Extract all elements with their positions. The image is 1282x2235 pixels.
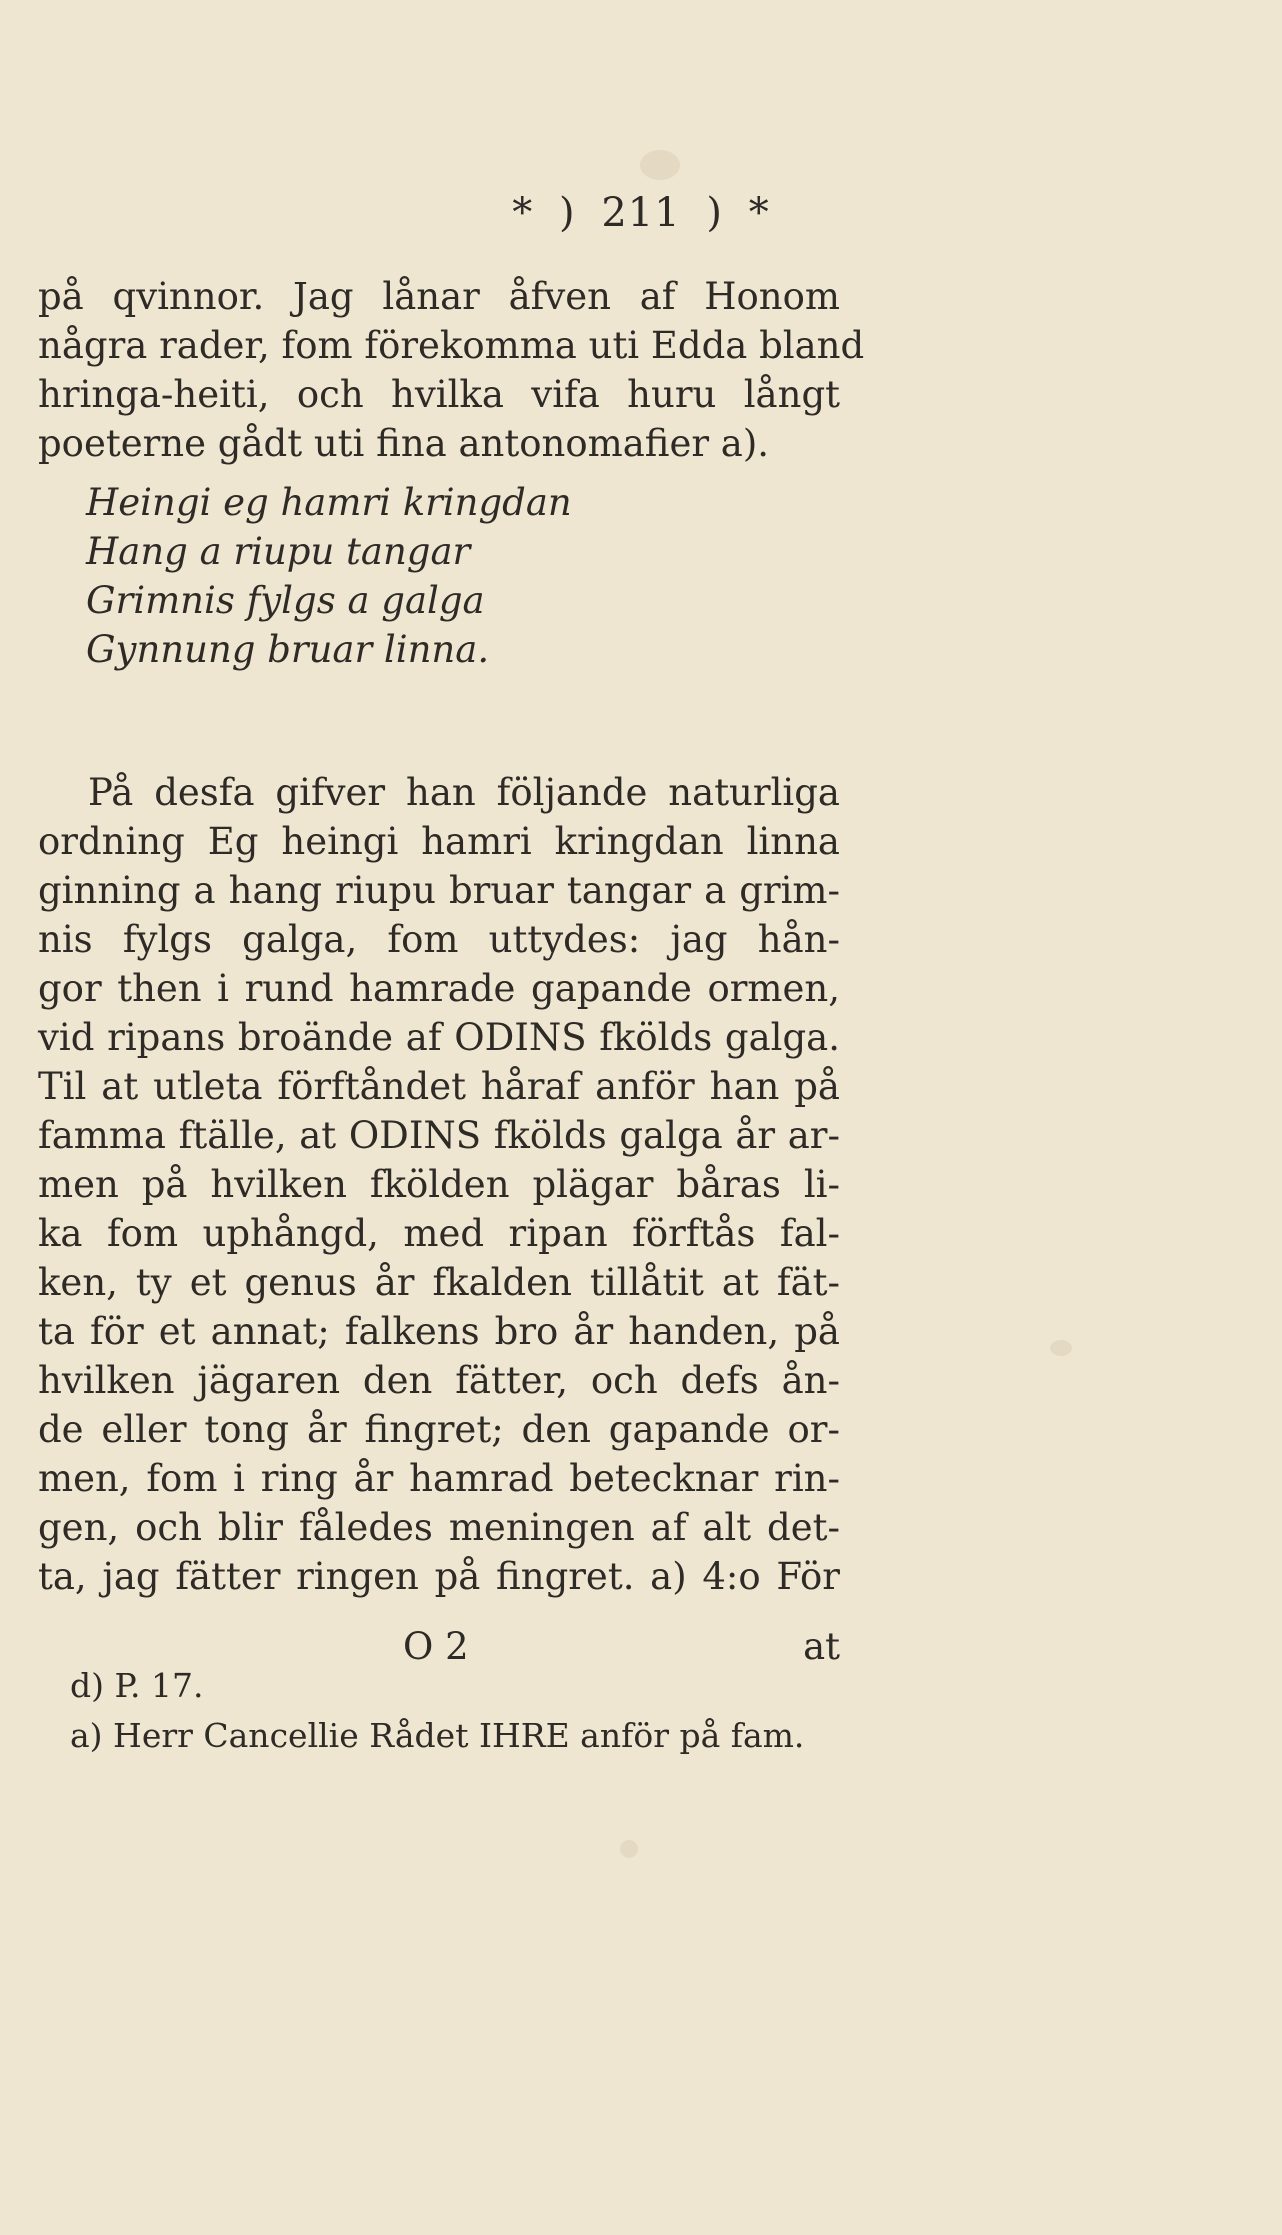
paper-stain: [640, 150, 680, 180]
body-line: famma ftälle, at ODINS fkölds galga år ar-: [38, 1114, 840, 1157]
paper-stain: [1050, 1340, 1072, 1356]
header-ornament-left: *: [512, 190, 534, 236]
body-paragraph: [38, 768, 840, 1601]
body-line: men på hvilken fkölden plägar båras li-: [38, 1163, 840, 1206]
intro-line: hringa-heiti, och hvilka vifa huru långt: [38, 373, 840, 416]
poem-line: Gynnung bruar linna.: [86, 628, 490, 671]
intro-paragraph: [38, 272, 865, 468]
body-line: gor then i rund hamrade gapande ormen,: [38, 967, 840, 1010]
body-line: hvilken jägaren den fätter, och defs ån-: [38, 1359, 840, 1402]
body-line: ka fom uphångd, med ripan förftås fal-: [38, 1212, 840, 1255]
body-line: Til at utleta förftåndet håraf anför han på: [38, 1065, 840, 1108]
header-ornament-right: *: [748, 190, 770, 236]
body-line: nis fylgs galga, fom uttydes: jag hån-: [38, 918, 840, 961]
poem-line: Heingi eg hamri kringdan: [86, 481, 572, 524]
body-line: ta för et annat; falkens bro år handen, på: [38, 1310, 840, 1353]
body-line: På desfa gifver han följande naturliga: [88, 771, 840, 814]
body-line: vid ripans broände af ODINS fkölds galga.: [38, 1016, 840, 1059]
signature-mark: O 2: [403, 1625, 469, 1668]
header-paren-right: ): [706, 190, 723, 236]
intro-line: poeterne gådt uti fina antonomafier a).: [38, 422, 770, 465]
intro-line: några rader, fom förekomma uti Edda bland: [38, 324, 865, 367]
body-line: ta, jag fätter ringen på fingret. a) 4:o För: [38, 1555, 840, 1598]
poem-line: Hang a riupu tangar: [86, 530, 471, 573]
footnote-d: d) P. 17.: [70, 1666, 204, 1705]
running-header: [0, 190, 1282, 236]
intro-line: på qvinnor. Jag lånar åfven af Honom: [38, 275, 840, 318]
header-paren-left: ): [558, 190, 576, 236]
body-line: gen, och blir fåledes meningen af alt det-: [38, 1506, 840, 1549]
page-number: 211: [601, 190, 681, 236]
body-line: de eller tong år fingret; den gapande or-: [38, 1408, 840, 1451]
body-line: ken, ty et genus år fkalden tillåtit at fät-: [38, 1261, 840, 1304]
body-line: ginning a hang riupu bruar tangar a grim-: [38, 869, 840, 912]
poem-line: Grimnis fylgs a galga: [86, 579, 485, 622]
body-line: men, fom i ring år hamrad betecknar rin-: [38, 1457, 840, 1500]
poem-stanza: [86, 478, 606, 674]
catchword: at: [803, 1625, 840, 1668]
footnote-a: a) Herr Cancellie Rådet IHRE anför på fam.: [70, 1716, 805, 1755]
body-line: ordning Eg heingi hamri kringdan linna: [38, 820, 840, 863]
paper-stain: [620, 1840, 638, 1858]
